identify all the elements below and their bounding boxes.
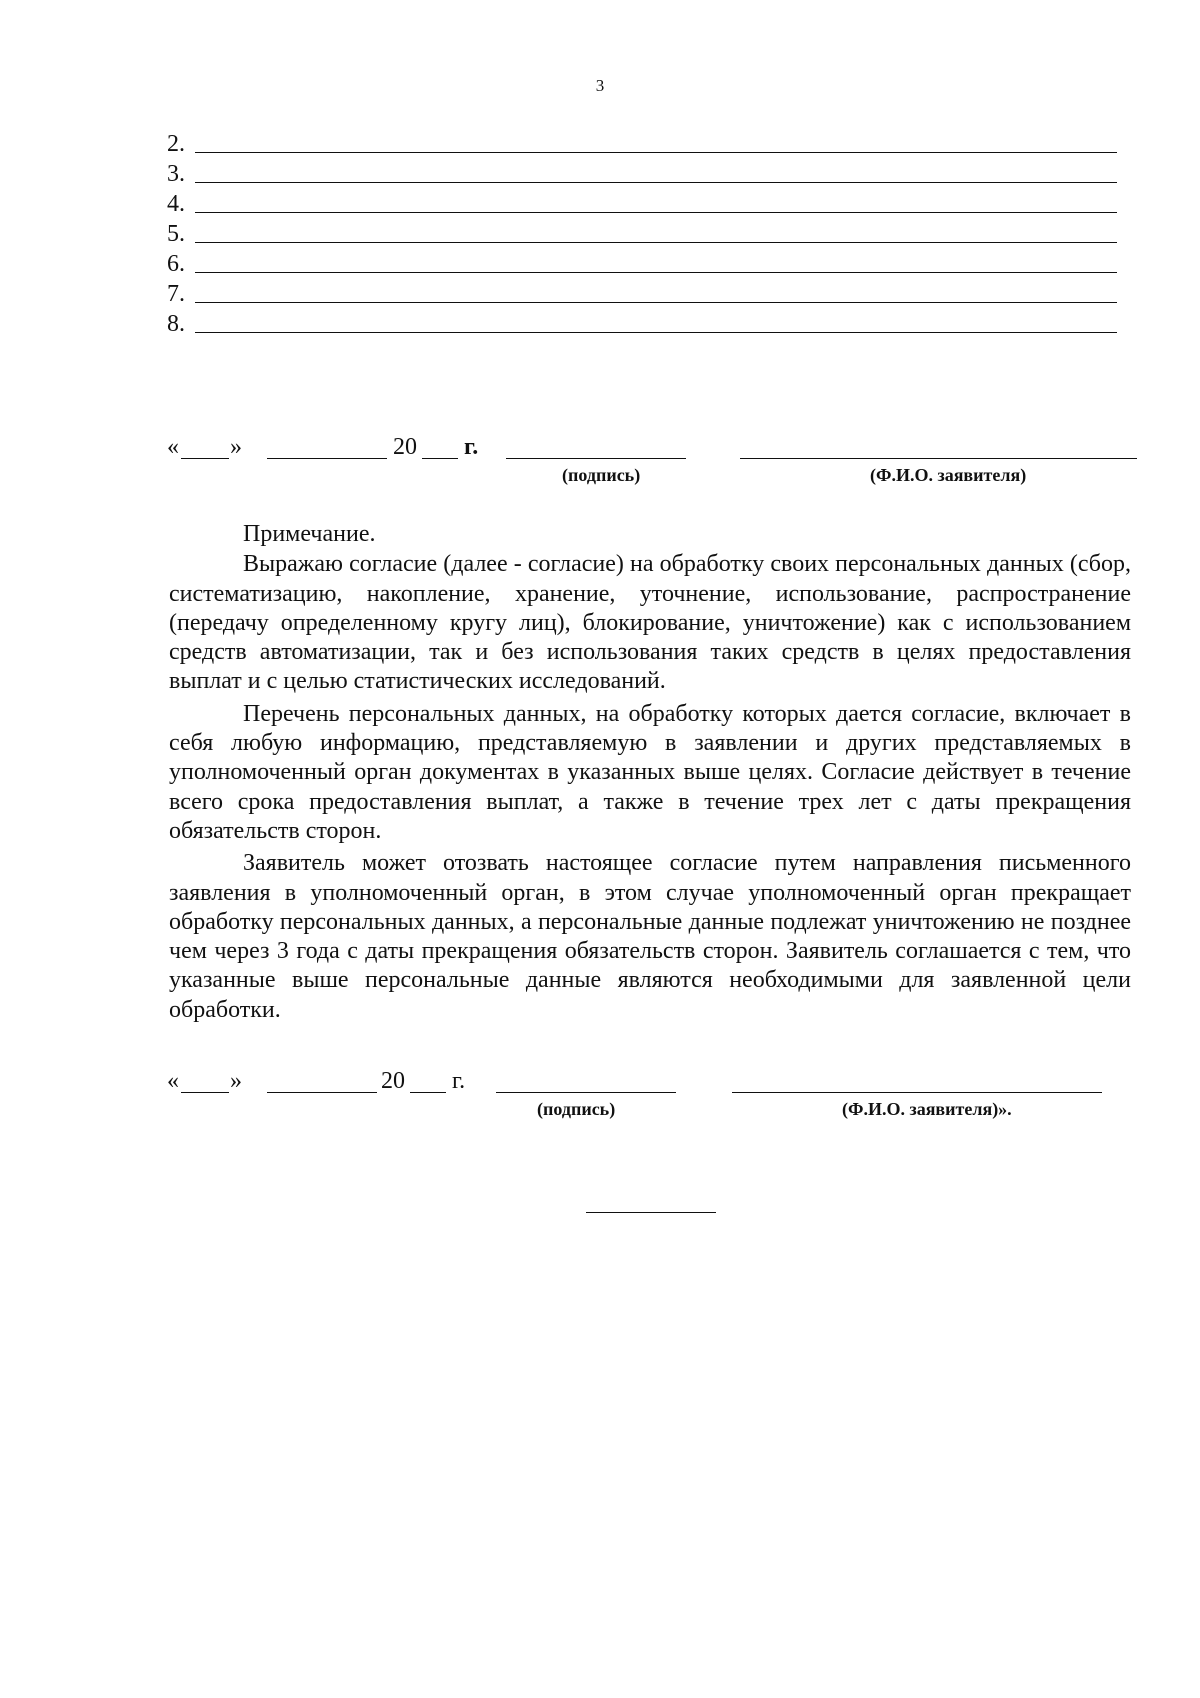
year-suffix: г. (464, 434, 479, 460)
open-quote: « (167, 1068, 179, 1094)
blank-line (195, 222, 1117, 243)
numbered-line (167, 126, 1117, 156)
blank-line (195, 162, 1117, 183)
signature-blank (506, 458, 686, 459)
blank-line (195, 132, 1117, 153)
line-number: 5. (167, 221, 185, 247)
signature-block-1 (167, 434, 1137, 494)
signature-caption: (подпись) (537, 1099, 616, 1119)
line-number: 3. (167, 161, 185, 187)
name-blank (740, 458, 1137, 459)
open-quote: « (167, 434, 179, 460)
numbered-line (167, 216, 1117, 246)
numbered-line (167, 186, 1117, 216)
name-blank (732, 1092, 1102, 1093)
blank-line (195, 312, 1117, 333)
note-section (169, 520, 1131, 1025)
numbered-line (167, 246, 1117, 276)
name-caption: (Ф.И.О. заявителя) (870, 465, 1027, 485)
numbered-lines (167, 126, 1117, 336)
line-number: 4. (167, 191, 185, 217)
numbered-line (167, 276, 1117, 306)
line-number: 2. (167, 131, 185, 157)
year-suffix: г. (452, 1068, 466, 1094)
signature-blank (496, 1092, 676, 1093)
name-caption: (Ф.И.О. заявителя)». (842, 1099, 1012, 1119)
note-title: Примечание. (243, 521, 376, 547)
end-separator (586, 1212, 716, 1213)
blank-line (195, 252, 1117, 273)
numbered-line (167, 156, 1117, 186)
month-blank (267, 1092, 377, 1093)
day-blank (181, 1092, 229, 1093)
page-number: 3 (595, 76, 605, 95)
numbered-line (167, 306, 1117, 336)
close-quote: » (230, 434, 242, 460)
year-prefix: 20 (381, 1068, 405, 1094)
year-blank (422, 458, 458, 459)
line-number: 7. (167, 281, 185, 307)
year-prefix: 20 (393, 434, 417, 460)
blank-line (195, 192, 1117, 213)
signature-caption: (подпись) (562, 465, 641, 485)
blank-line (195, 282, 1117, 303)
note-paragraph: Перечень персональных данных, на обработку которых дается согласие, включает в себя любую информацию, представляемую в заявлении и других представляемых в уполномоченный орган документах в указанных выше целях. Согласие действует в течение всего срока предоставления выплат, а также в течение трех лет с даты прекращения обязательств сторон. (169, 700, 1131, 844)
day-blank (181, 458, 229, 459)
year-blank (410, 1092, 446, 1093)
month-blank (267, 458, 387, 459)
line-number: 6. (167, 251, 185, 277)
line-number: 8. (167, 311, 185, 337)
close-quote: » (230, 1068, 242, 1094)
signature-block-2 (167, 1068, 1137, 1128)
note-paragraph: Выражаю согласие (далее - согласие) на обработку своих персональных данных (сбор, систематизацию, накопление, хранение, уточнение, использование, распространение (передачу определенному кругу лиц), блокирование, уничтожение) как с использованием средств автоматизации, так и без использования таких средств в целях предоставления выплат и с целью статистических исследований. (169, 551, 1131, 695)
note-paragraph: Заявитель может отозвать настоящее согласие путем направления письменного заявления в уполномоченный орган, в этом случае уполномоченный орган прекращает обработку персональных данных, а персональные данные подлежат уничтожению не позднее чем через 3 года с даты прекращения обязательств сторон. Заявитель соглашается с тем, что указанные выше персональные данные являются необходимыми для заявленной цели обработки. (169, 850, 1131, 1023)
